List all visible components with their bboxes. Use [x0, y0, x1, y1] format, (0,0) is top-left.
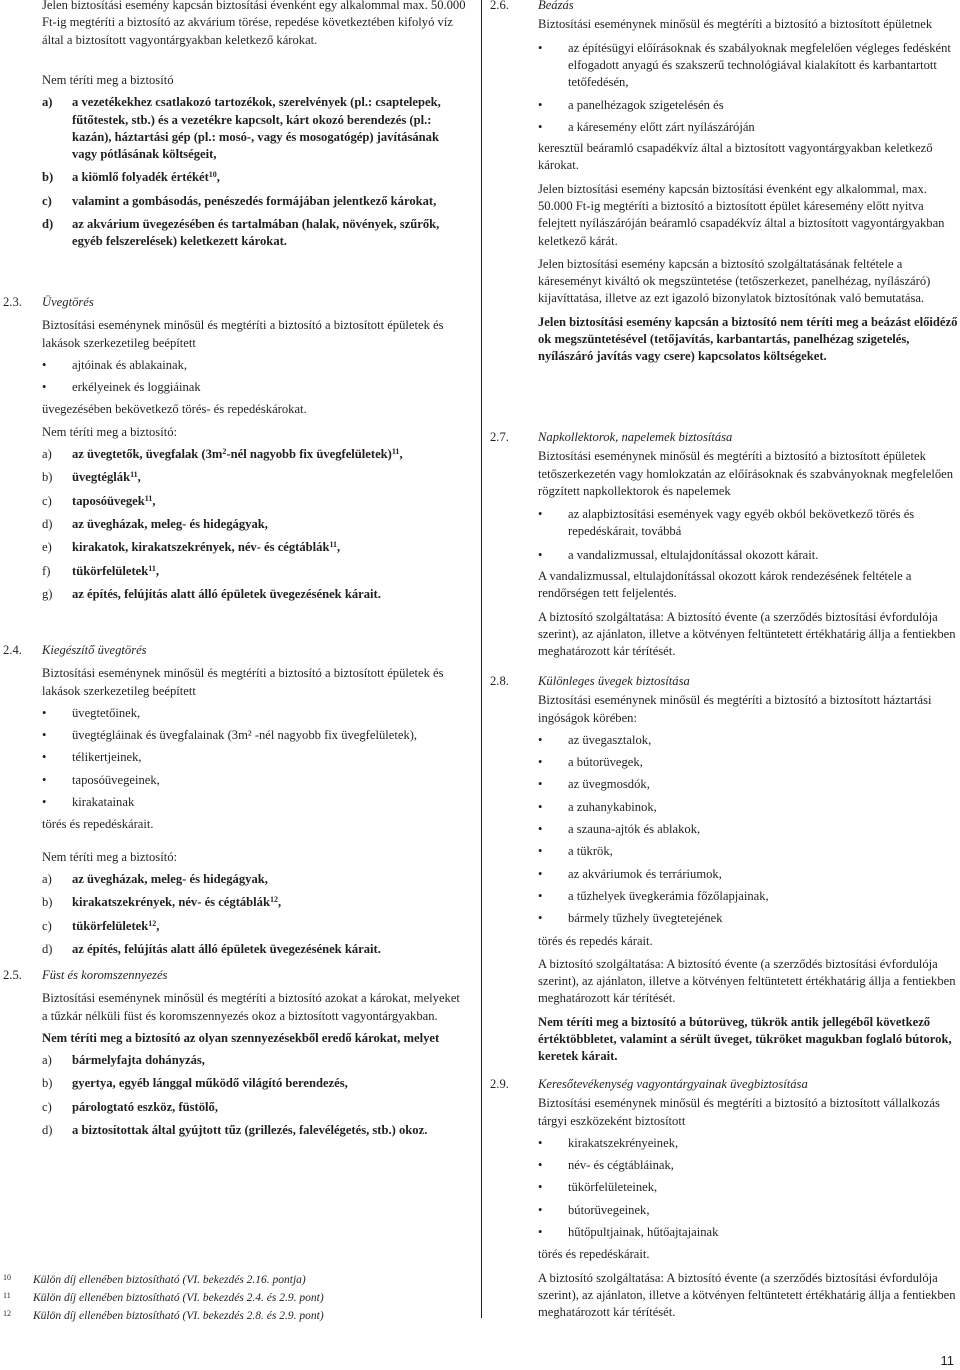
section-title: Kiegészítő üvegtörés — [42, 643, 147, 657]
section-title: Napkollektorok, napelemek biztosítása — [538, 430, 733, 444]
exclusion-item: f) tükörfelületek$^{11}$, — [42, 563, 159, 578]
exclusion-item: b) kirakatszekrények, név- és cégtáblák$^{12}$, — [42, 895, 282, 910]
exclusion-item: b) üvegtéglák$^{11}$, — [42, 470, 141, 485]
exclusion-item: c) párologtató eszköz, füstölő, — [42, 1099, 218, 1114]
exclusion-item: b) a kiömlő folyadék értékét$^{10}$, — [42, 170, 220, 185]
exclusion-item: d) az építés, felújítás alatt álló épületek üvegezésének kárait. — [42, 941, 381, 956]
exclusion-item: a) bármelyfajta dohányzás, — [42, 1053, 205, 1068]
section-title: Füst és koromszennyezés — [42, 968, 168, 982]
section-2-6: 2.6. Beázás Biztosítási eseménynek minősül és megtéríti a biztosító a biztosított épületnek • az építésügyi előírásoknak és szabályoknak megfelelően végleges fedésként elfogadott anyagú és szakszerű technológiával kialakított és karbantartott tetőfedésén, • a panelhézagok szigetelésén és • a káresemény előtt zárt nyílászáróján keresztül beáramló csapadékvíz által a biztosított vagyontárgyakban keletkező károkat. Jelen biztosítási esemény kapcsán biztosítási évenként egy alkalommal, max. 50.000 Ft-ig megtéríti a biztosító a biztosított épület káresemény előtt nyitva felejtett nyílászáróján beáramló csapadékvíz által a biztosított vagyontárgyakban keletkező kárát. Jelen biztosítási esemény kapcsán a biztosító szolgáltatásának feltétele a káreseményt kiváltó ok megszüntetése (tetőszerkezet, panelhézag, nyílászáró) kijavíttatása, illetve az ezt igazoló bizonylatok biztosítónak való bemutatása. Jelen biztosítási esemény kapcsán a biztosító nem téríti meg a beázást előidéző ok megszüntetésével (tetőjavítás, karbantartás, panelhézag szigetelés, nyílászáró javítás vagy csere) kapcsolatos költségeket. — [490, 0, 958, 366]
exclusion-item: d) a biztosítottak által gyújtott tűz (grillezés, falevélégetés, stb.) okoz. — [42, 1123, 428, 1138]
page-number: 11 — [940, 1353, 954, 1368]
section-2-8: 2.8. Különleges üvegek biztosítása Biztosítási eseménynek minősül és megtéríti a biztosító a biztosított háztartási ingóságok körében: • az üvegasztalok, • a bútorüvegek, • az üvegmosdók, • a zuhanykabinok, • a szauna-ajtók és ablakok, • a tükrök, • az akváriumok és terráriumok, • a tűzhelyek üvegkerámia főzőlapjainak, • bármely tűzhely üvegtetejének törés és repedés kárait. A biztosító szolgáltatása: A biztosító évente (a szerződés biztosítási évfordulója szerint), az ajánlaton, illetve a kötvényen feltüntetett értékhatárig állja a fentiekben meghatározott kár térítését. Nem téríti meg a biztosító a bútorüveg, tükrök antik jellegéből következő értéktöbbletet, valamint a sérült üveget, tükröket magukban foglaló bútorok, keretek kárait. — [490, 673, 958, 1066]
exclusion-item: d) az akvárium üvegezésében és tartalmában (halak, növények, szűrők, egyéb felszerelések) keletkezett károkat. — [42, 217, 440, 249]
exclusion-item: g) az építés, felújítás alatt álló épületek üvegezésének kárait. — [42, 586, 381, 601]
section-2-5: 2.5. Füst és koromszennyezés Biztosítási eseménynek minősül és megtéríti a biztosító azokat a károkat, melyeket a tűzkár nélküli füst és koromszennyezés okoz a biztosított vagyontárgyakban. Nem téríti meg a biztosító az olyan szennyezésekből eredő károkat, melyet a) bármelyfajta dohányzás, b) gyertya, egyéb lánggal működő világító berendezés, c) párologtató eszköz, füstölő, d) a biztosítottak által gyújtott tűz (grillezés, falevélégetés, stb.) okoz. — [0, 967, 467, 1139]
section-2-4: 2.4. Kiegészítő üvegtörés Biztosítási eseménynek minősül és megtéríti a biztosító a biztosított épületek és lakások szerkezetileg beépített • üvegtetőinek, • üvegtégláinak és üvegfalainak (3m² -nél nagyobb fix üvegfelületek), • télikertjeinek, • taposóüvegeinek, • kirakatainak törés és repedéskárait. Nem téríti meg a biztosító: a) az üvegházak, meleg- és hidegágyak, b) kirakatszekrények, név- és cégtáblák$^{12}$, c) tükörfelületek$^{12}$, d) az építés, felújítás alatt álló épületek üvegezésének kárait. — [0, 642, 467, 958]
exclusion-item: e) kirakatok, kirakatszekrények, név- és cégtáblák$^{11}$, — [42, 540, 341, 555]
section-title: Üvegtörés — [42, 295, 94, 309]
exclusion-item: a) az üvegtetők, üvegfalak ($3m^2$-nél nagyobb fix üvegfelületek)$^{11}$, — [42, 447, 403, 462]
exclusion-item: b) gyertya, egyéb lánggal működő világító berendezés, — [42, 1076, 348, 1091]
exclusion-item: c) valamint a gombásodás, penészedés formájában jelentkező károkat, — [42, 193, 437, 208]
exclusion-item: c) tükörfelületek$^{12}$, — [42, 918, 160, 933]
section-title: Keresőtevékenység vagyontárgyainak üvegbiztosítása — [538, 1077, 808, 1091]
exclusion-item: a) a vezetékekhez csatlakozó tartozékok, szerelvények (pl.: csaptelepek, fűtőtestek, stb.) és a vezetékre kapcsolt, kárt okozó berendezés (pl.: kazán), háztartási gép (pl.: mosó-, vagy és mosogatógép) javításának vagy pótlásának költségeit, — [42, 95, 441, 162]
akvarium-exclusions: Nem téríti meg a biztosító a) a vezetékekhez csatlakozó tartozékok, szerelvények (pl.: csaptelepek, fűtőtestek, stb.) és a vezetékre kapcsolt, kárt okozó berendezés (pl.: kazán), háztartási gép (pl.: mosó-, vagy és mosogatógép) javításának vagy pótlásának költségeit, b) a kiömlő folyadék értékét$^{10}$, c) valamint a gombásodás, penészedés formájában jelentkező károkat, d) az akvárium üvegezésében és tartalmában (halak, növények, szűrők, egyéb felszerelések) keletkezett károkat. — [42, 72, 467, 251]
exclusion-item: a) az üvegházak, meleg- és hidegágyak, — [42, 871, 268, 886]
section-2-7: 2.7. Napkollektorok, napelemek biztosítása Biztosítási eseménynek minősül és megtéríti a biztosító a biztosított épületek tetőszerkezetén vagy homlokzatán az előírásoknak és szabványoknak megfelelően rögzített napkollektorok és napelemek • az alapbiztosítási események vagy egyéb okból bekövetkező törés és repedéskárait, továbbá • a vandalizmussal, eltulajdonítással okozott kárait. A vandalizmussal, eltulajdonítással okozott károk rendezésének feltétele a rendőrségen tett feljelentés. A biztosító szolgáltatása: A biztosító évente (a szerződés biztosítási évfordulója szerint), az ajánlaton, illetve a kötvényen feltüntetett értékhatárig állja a fentiekben meghatározott kár térítését. — [490, 429, 958, 661]
exclusion-item: d) az üvegházak, meleg- és hidegágyak, — [42, 516, 268, 531]
section-title: Különleges üvegek biztosítása — [538, 674, 690, 688]
section-2-3: 2.3. Üvegtörés Biztosítási eseménynek minősül és megtéríti a biztosító a biztosított épületek és lakások szerkezetileg beépített • ajtóinak és ablakainak, • erkélyeinek és loggiáinak üvegezésében bekövetkező törés- és repedéskárokat. Nem téríti meg a biztosító: a) az üvegtetők, üvegfalak ($3m^2$-nél nagyobb fix üvegfelületek)$^{11}$, b) üvegtéglák$^{11}$, c) taposóüvegek$^{11}$, d) az üvegházak, meleg- és hidegágyak, e) kirakatok, kirakatszekrények, név- és cégtáblák$^{11}$, f) tükörfelületek$^{11}$, g) az építés, felújítás alatt álló épületek üvegezésének kárait. — [0, 294, 467, 603]
exclusion-item: c) taposóüvegek$^{11}$, — [42, 493, 156, 508]
section-title: Beázás — [538, 0, 574, 12]
column-divider — [481, 0, 482, 1318]
section-2-9: 2.9. Keresőtevékenység vagyontárgyainak üvegbiztosítása Biztosítási eseménynek minősül és megtéríti a biztosító a biztosított vállalkozás tárgyi eszközeként biztosított • kirakatszekrényeinek, • név- és cégtábláinak, • tükörfelületeinek, • bútorüvegeinek, • hűtőpultjainak, hűtőajtajainak törés és repedéskárait. A biztosító szolgáltatása: A biztosító évente (a szerződés biztosítási évfordulója szerint), az ajánlaton, illetve a kötvényen feltüntetett értékhatárig állja a fentiekben meghatározott kár térítését. — [490, 1076, 958, 1322]
akvarium-intro: Jelen biztosítási esemény kapcsán biztosítási évenként egy alkalommal max. 50.000 Ft-ig megtéríti a biztosító az akvárium törése, repedése következtében kifolyó víz által a biztosított vagyontárgyakban keletkező károkat. — [42, 0, 466, 47]
